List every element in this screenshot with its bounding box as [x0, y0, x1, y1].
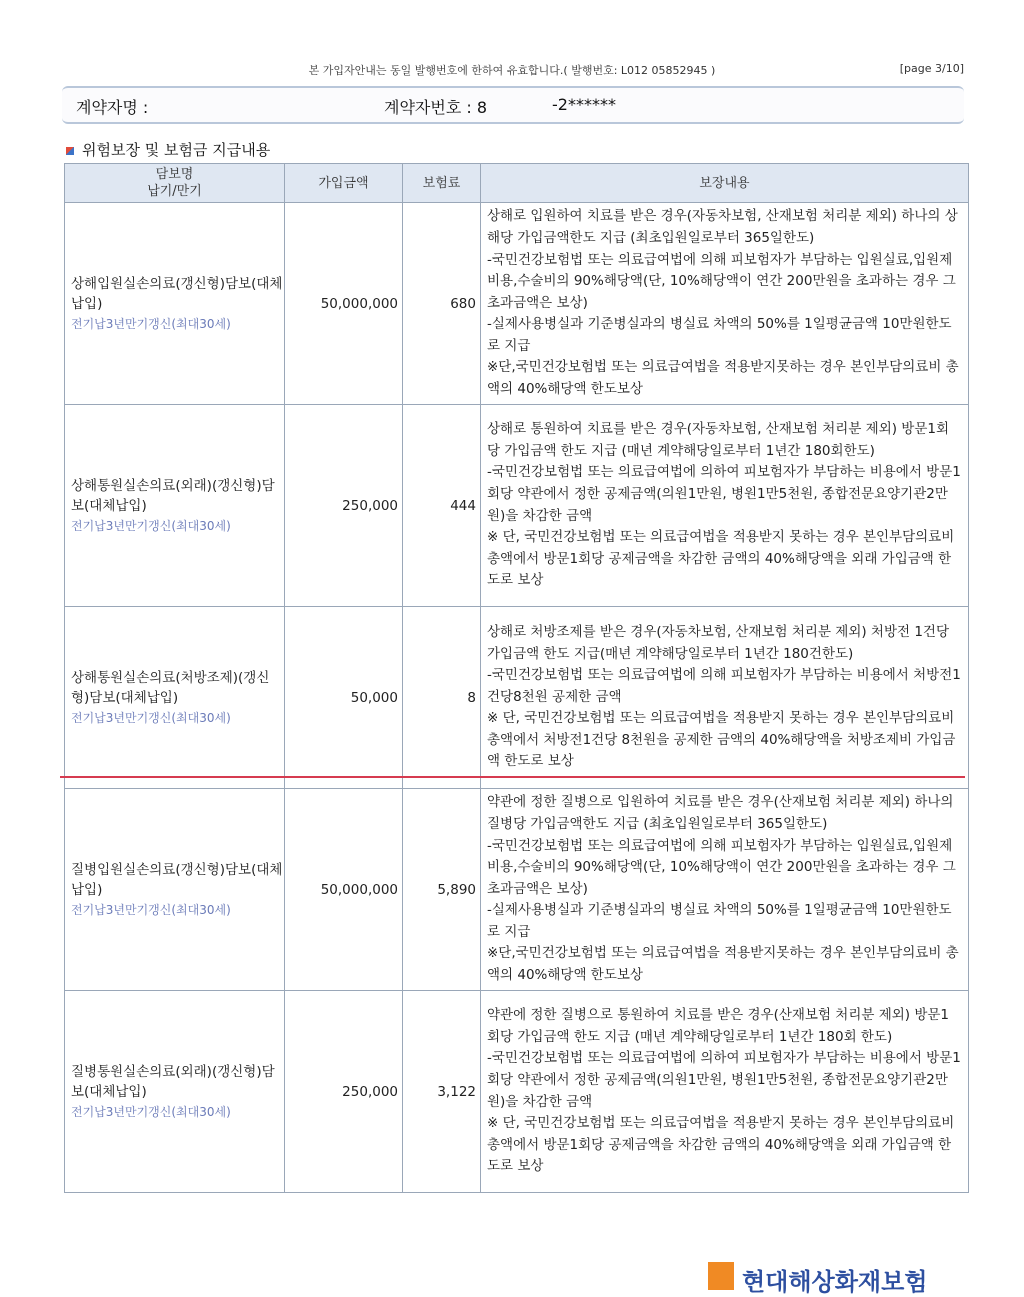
table-header-row	[65, 164, 969, 203]
company-logo	[708, 1262, 927, 1297]
table-row	[65, 607, 969, 789]
coverage-name: 상해입원실손의료(갱신형)담보(대체납입)	[71, 275, 283, 312]
section-title	[66, 139, 270, 160]
contract-name-label: 계약자명 :	[76, 98, 149, 117]
header-premium: 보험료	[403, 164, 481, 203]
coverage-amount: 50,000,000	[285, 789, 403, 991]
red-pen-mark	[60, 776, 965, 778]
coverage-name-cell	[65, 203, 285, 405]
table-row	[65, 405, 969, 607]
contract-info-bar	[62, 86, 964, 124]
coverage-description: 상해로 통원하여 치료를 받은 경우(자동차보험, 산재보험 처리분 제외) 방문1회당 가입금액 한도 지급 (매년 계약해당일로부터 1년간 180회한도) -국민건강보험법 또는 의료급여법에 의하여 피보험자가 부담하는 비용에서 방문1회당 약관에서 정한 공제금액(의원1만원, 병원1만5천원, 종합전문요양기관2만원)을 차감한 금액 ※ 단, 국민건강보험법 또는 의료급여법을 적용받지 못하는 경우 본인부담의료비 총액에서 방문1회당 공제금액을 차감한 금액의 40%해당액을 외래 가입금액 한도로 보상	[481, 405, 969, 607]
section-title-text: 위험보장 및 보험금 지급내용	[82, 141, 271, 159]
coverage-description: 약관에 정한 질병으로 통원하여 치료를 받은 경우(산재보험 처리분 제외) 방문1회당 가입금액 한도 지급 (매년 계약해당일로부터 1년간 180회 한도) -국민건강보험법 또는 의료급여법에 의하여 피보험자가 부담하는 비용에서 방문1회당 약관에서 정한 공제금액(의원1만원, 병원1만5천원, 종합전문요양기관2만원)을 차감한 금액 ※ 단, 국민건강보험법 또는 의료급여법을 적용받지 못하는 경우 본인부담의료비 총액에서 방문1회당 공제금액을 차감한 금액의 40%해당액을 외래 가입금액 한도로 보상	[481, 991, 969, 1193]
coverage-term: 전기납3년만기갱신(최대30세)	[71, 1104, 231, 1119]
coverage-name: 질병통원실손의료(외래)(갱신형)담보(대체납입)	[71, 1063, 275, 1100]
coverage-term: 전기납3년만기갱신(최대30세)	[71, 316, 231, 331]
table-row	[65, 203, 969, 405]
coverage-description: 상해로 입원하여 치료를 받은 경우(자동차보험, 산재보험 처리분 제외) 하나의 상해당 가입금액한도 지급 (최초입원일로부터 365일한도) -국민건강보험법 또는 의료급여법에 의해 피보험자가 부담하는 입원실료,입원제비용,수술비의 90%해당액(단, 10%해당액이 연간 200만원을 초과하는 경우 그 초과금액은 보상) -실제사용병실과 기준병실과의 병실료 차액의 50%를 1일평균금액 10만원한도로 지급 ※단,국민건강보험법 또는 의료급여법을 적용받지못하는 경우 본인부담의료비 총액의 40%해당액 한도보상	[481, 203, 969, 405]
coverage-premium: 444	[403, 405, 481, 607]
section-bullet-icon	[66, 147, 74, 155]
company-logo-icon	[708, 1262, 734, 1290]
header-name-line1: 담보명	[155, 167, 194, 182]
coverage-description: 약관에 정한 질병으로 입원하여 치료를 받은 경우(산재보험 처리분 제외) 하나의 질병당 가입금액한도 지급 (최초입원일로부터 365일한도) -국민건강보험법 또는 의료급여법에 의해 피보험자가 부담하는 입원실료,입원제비용,수술비의 90%해당액(단, 10%해당액이 연간 200만원을 초과하는 경우 그 초과금액은 보상) -실제사용병실과 기준병실과의 병실료 차액의 50%를 1일평균금액 10만원한도로 지급 ※단,국민건강보험법 또는 의료급여법을 적용받지못하는 경우 본인부담의료비 총액의 40%해당액 한도보상	[481, 789, 969, 991]
header-coverage-name	[65, 164, 285, 203]
table-row	[65, 991, 969, 1193]
coverage-description: 상해로 처방조제를 받은 경우(자동차보험, 산재보험 처리분 제외) 처방전 1건당 가입금액 한도 지급(매년 계약해당일로부터 1년간 180건한도) -국민건강보험법 또는 의료급여법에 의해 피보험자가 부담하는 비용에서 처방전1건당8천원 공제한 금액 ※ 단, 국민건강보험법 또는 의료급여법을 적용받지 못하는 경우 본인부담의료비 총액에서 처방전1건당 8천원을 공제한 금액의 40%해당액을 처방조제비 가입금액 한도로 보상	[481, 607, 969, 789]
coverage-name: 상해통원실손의료(처방조제)(갱신형)담보(대체납입)	[71, 669, 270, 706]
coverage-amount: 50,000	[285, 607, 403, 789]
coverage-premium: 680	[403, 203, 481, 405]
coverage-amount: 250,000	[285, 405, 403, 607]
issue-notice: 본 가입자안내는 동일 발행번호에 한하여 유효합니다.( 발행번호: L012 05852945 )	[308, 64, 716, 77]
coverage-premium: 5,890	[403, 789, 481, 991]
coverage-amount: 50,000,000	[285, 203, 403, 405]
coverage-amount: 250,000	[285, 991, 403, 1193]
coverage-term: 전기납3년만기갱신(최대30세)	[71, 710, 231, 725]
contract-number-label: 계약자번호 : 8	[384, 98, 488, 117]
coverage-term: 전기납3년만기갱신(최대30세)	[71, 518, 231, 533]
coverage-name: 질병입원실손의료(갱신형)담보(대체납입)	[71, 861, 283, 898]
contract-number-value: -2******	[552, 95, 616, 114]
coverage-table	[64, 163, 969, 1193]
company-logo-text: 현대해상화재보험	[742, 1268, 928, 1296]
coverage-premium: 3,122	[403, 991, 481, 1193]
header-description: 보장내용	[481, 164, 969, 203]
header-name-line2: 납기/만기	[147, 184, 202, 199]
table-row	[65, 789, 969, 991]
coverage-name-cell	[65, 991, 285, 1193]
header-amount: 가입금액	[285, 164, 403, 203]
coverage-name: 상해통원실손의료(외래)(갱신형)담보(대체납입)	[71, 477, 275, 514]
coverage-term: 전기납3년만기갱신(최대30세)	[71, 902, 231, 917]
page-number: [page 3/10]	[899, 62, 964, 75]
coverage-name-cell	[65, 789, 285, 991]
coverage-premium: 8	[403, 607, 481, 789]
coverage-name-cell	[65, 607, 285, 789]
coverage-name-cell	[65, 405, 285, 607]
